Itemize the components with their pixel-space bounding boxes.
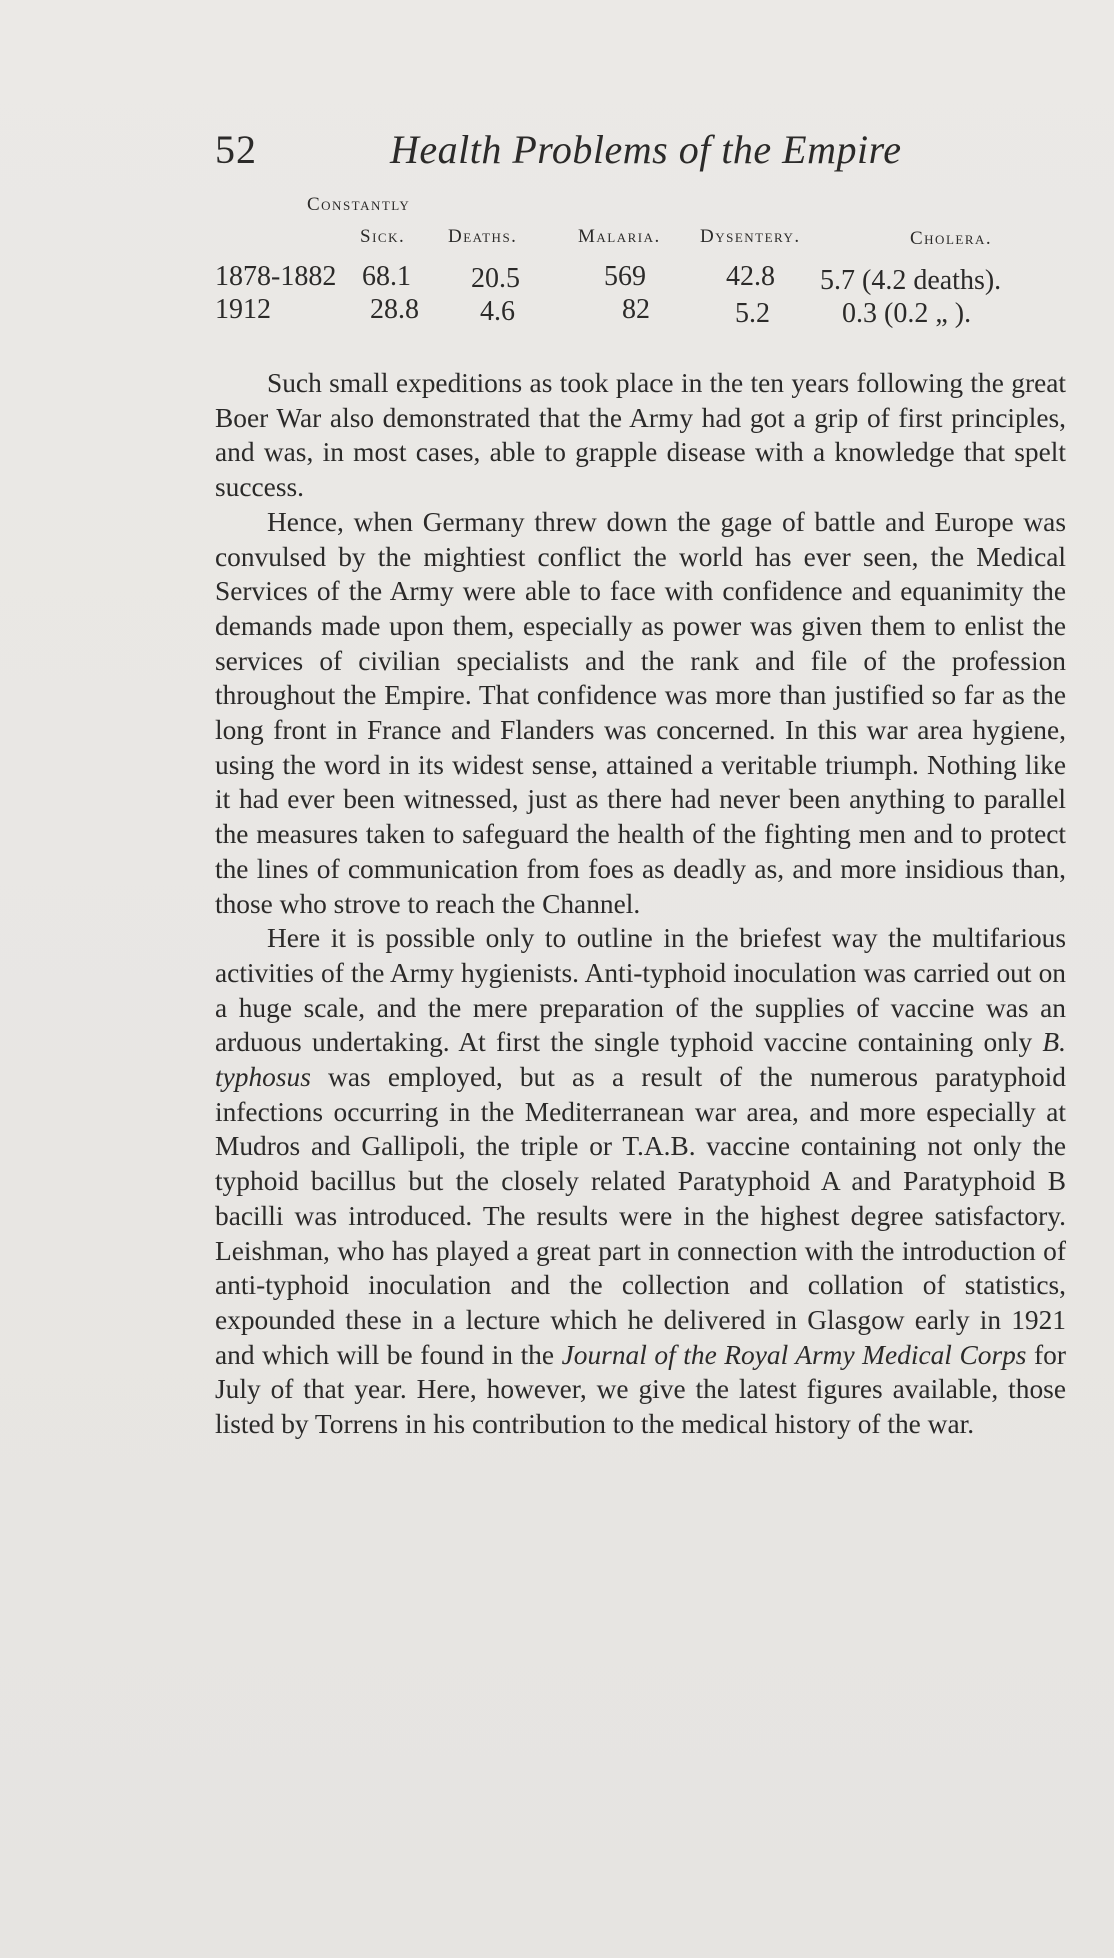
body-text [215,366,1066,1442]
page-header [215,120,1065,180]
table-cell-period: 1878-1882 [215,261,337,292]
table-cell-deaths: 4.6 [480,296,515,327]
column-header-sick: Sick. [360,226,406,247]
statistics-table [215,190,1075,350]
paragraph: Hence, when Germany threw down the gage of battle and Europe was convulsed by the mightiest conflict the world has ever seen, the Medical Services of the Army were able to face with confidence and equanimity the demands made upon them, especially as power was given them to enlist the services of civilian specialists and the rank and file of the profession throughout the Empire. That confidence was more than justified so far as the long front in France and Flanders was concerned. In this war area hygiene, using the word in its widest sense, attained a veritable triumph. Nothing like it had ever been witnessed, just as there had never been anything to parallel the measures taken to safeguard the health of the fighting men and to protect the lines of communication from foes as deadly as, and more insidious than, those who strove to reach the Channel. [215,506,1066,919]
table-cell-malaria: 82 [622,294,650,325]
paragraph [215,921,1066,1442]
italic-term: B. typhosus [215,1027,1066,1093]
table-cell-sick: 68.1 [362,261,411,292]
column-header-cholera: Cholera. [910,228,993,249]
table-cell-cholera: 5.7 (4.2 deaths). [820,265,1002,296]
journal-title: Journal of the Royal Army Medical Corps [561,1339,1027,1370]
table-cell-dysentery: 42.8 [726,261,775,292]
page-number: 52 [215,127,257,172]
table-cell-deaths: 20.5 [471,263,520,294]
column-header-constantly: Constantly [307,194,411,215]
table-cell-cholera: 0.3 (0.2 „ ). [842,298,972,329]
column-header-deaths: Deaths. [448,226,518,247]
table-cell-sick: 28.8 [370,294,419,325]
running-title: Health Problems of the Empire [390,127,902,172]
paragraph-text: for July of that year. Here, however, we give the latest figures available, those listed by Torrens in his contribution to the medical history of the war. [215,1339,1066,1440]
column-header-malaria: Malaria. [578,226,661,247]
paragraph: Such small expeditions as took place in the ten years following the great Boer War also demonstrated that the Army had got a grip of first principles, and was, in most cases, able to grapple disease with a knowledge that spelt success. [215,368,1066,503]
paragraph-text: Here it is possible only to outline in the briefest way the multifarious activities of the Army hygienists. Anti-typhoid inoculation was carried out on a huge scale, and the mere preparation of the supplies of vaccine was an arduous undertaking. At first the single typhoid vaccine containing only [215,923,1066,1058]
table-cell-malaria: 569 [604,261,646,292]
column-header-dysentery: Dysentery. [700,226,801,247]
paragraph-text: was employed, but as a result of the numerous paratyphoid infections occurring in the Mediterranean war area, and more especially at Mudros and Gallipoli, the triple or T.A.B. vaccine containing not only the typhoid bacillus but the closely related Paratyphoid A and Paratyphoid B bacilli was introduced. The results were in the highest degree satisfactory. Leishman, who has played a great part in connection with the introduction of anti-typhoid inoculation and the collection and collation of statistics, expounded these in a lecture which he delivered in Glasgow early in 1921 and which will be found in the [215,1062,1066,1370]
table-cell-period: 1912 [215,294,271,325]
table-cell-dysentery: 5.2 [735,298,770,329]
